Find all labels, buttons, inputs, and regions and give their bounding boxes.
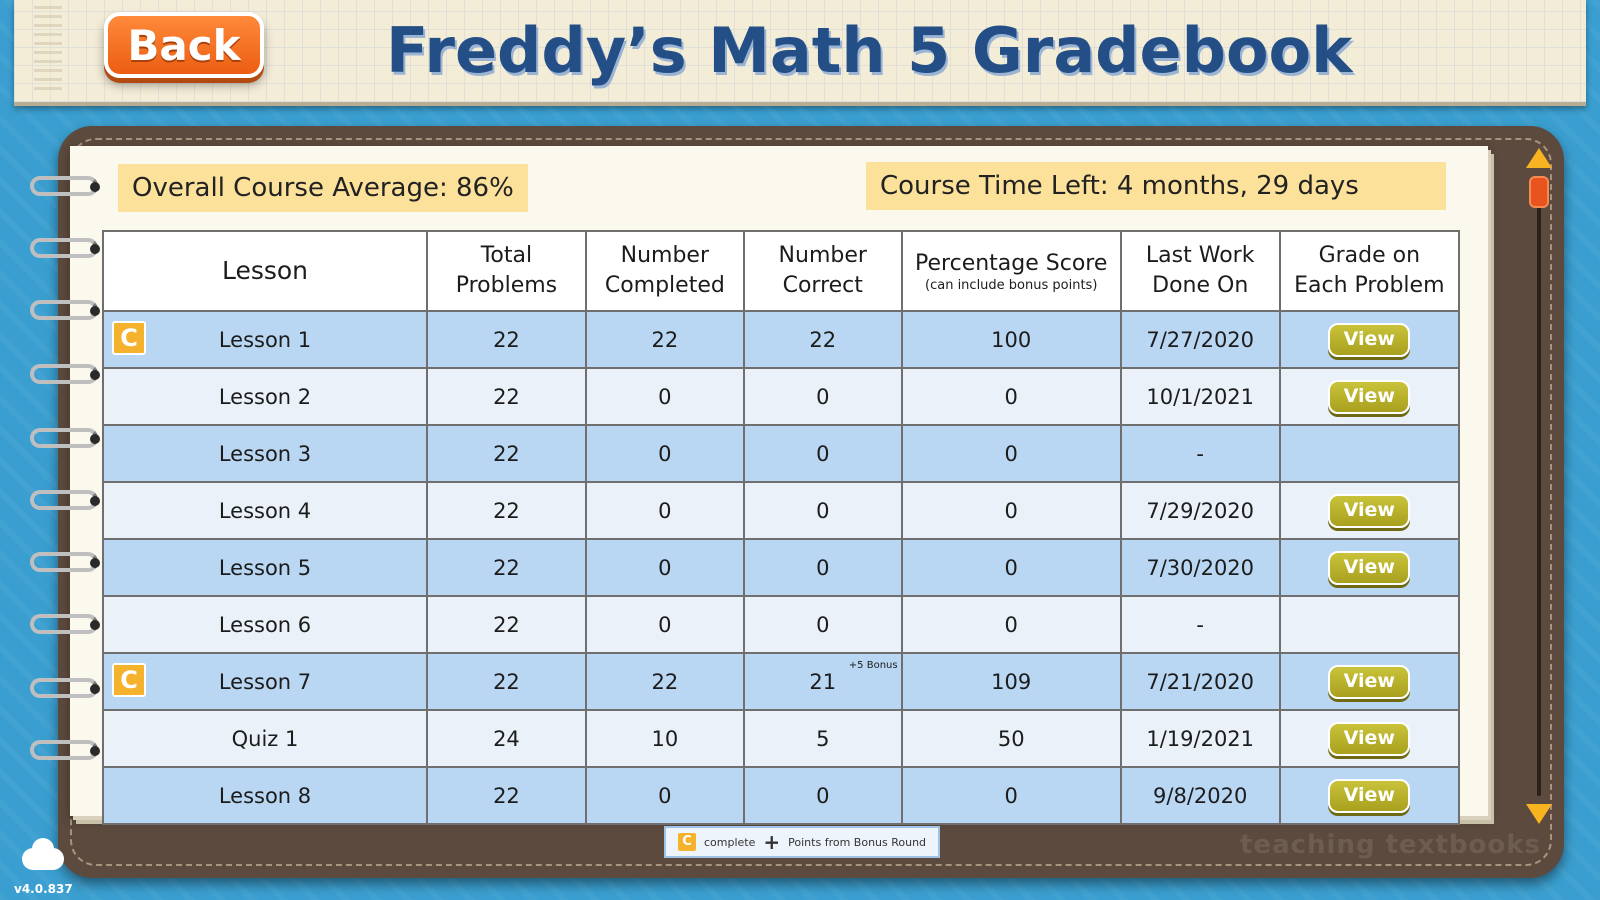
number-completed-value: 10 xyxy=(651,726,679,751)
cell-total-problems xyxy=(427,482,586,539)
spiral-ring xyxy=(30,364,98,384)
number-completed-value: 0 xyxy=(658,783,672,808)
last-work-date-value: 7/29/2020 xyxy=(1146,498,1255,523)
header-number-completed xyxy=(586,231,744,311)
cell-last-work-date xyxy=(1121,767,1280,824)
complete-badge-icon: C xyxy=(112,663,146,697)
number-completed-value: 0 xyxy=(658,612,672,637)
table-row xyxy=(103,596,1459,653)
cloud-icon xyxy=(22,848,64,870)
total-problems-value: 22 xyxy=(493,384,520,409)
bonus-note: +5 Bonus xyxy=(848,660,898,671)
table-row xyxy=(103,539,1459,596)
header-total-line2: Problems xyxy=(455,273,558,298)
page-title: Freddy’s Math 5 Gradebook xyxy=(386,14,1353,87)
cell-percentage-score xyxy=(902,653,1121,710)
cell-number-completed xyxy=(586,710,744,767)
cell-last-work-date xyxy=(1121,596,1280,653)
last-work-date-value: 9/8/2020 xyxy=(1153,783,1248,808)
header-grade-each-problem xyxy=(1280,231,1459,311)
lesson-name: Lesson 1 xyxy=(218,327,312,352)
cell-number-completed xyxy=(586,311,744,368)
cell-lesson xyxy=(103,767,427,824)
cell-last-work-date xyxy=(1121,311,1280,368)
legend xyxy=(664,826,940,858)
table-row xyxy=(103,482,1459,539)
table-header-row xyxy=(103,231,1459,311)
cell-number-completed xyxy=(586,482,744,539)
cell-percentage-score xyxy=(902,368,1121,425)
cell-percentage-score xyxy=(902,311,1121,368)
header-last-work xyxy=(1121,231,1280,311)
scroll-down-arrow-icon[interactable] xyxy=(1526,804,1552,824)
correct-value: 5 xyxy=(816,726,830,751)
cell-percentage-score xyxy=(902,482,1121,539)
number-completed-value: 0 xyxy=(658,441,672,466)
lesson-name: Lesson 8 xyxy=(218,783,312,808)
bonus-legend-label: Points from Bonus Round xyxy=(788,835,927,849)
cell-number-completed xyxy=(586,653,744,710)
course-time-left: Course Time Left: 4 months, 29 days xyxy=(866,162,1446,210)
view-button[interactable]: View xyxy=(1328,494,1410,528)
number-completed-value: 0 xyxy=(658,384,672,409)
header-grade-line2: Each Problem xyxy=(1294,273,1445,298)
number-completed-value: 22 xyxy=(651,669,679,694)
cell-number-correct xyxy=(744,425,902,482)
lesson-name: Lesson 6 xyxy=(218,612,312,637)
lesson-name: Lesson 3 xyxy=(218,441,312,466)
cell-total-problems xyxy=(427,710,586,767)
header-lesson: Lesson xyxy=(103,231,427,311)
cell-total-problems xyxy=(427,653,586,710)
correct-value: 21 xyxy=(809,669,837,694)
complete-legend-label: complete xyxy=(704,835,756,849)
percentage-score-value: 0 xyxy=(1004,441,1018,466)
spiral-ring xyxy=(30,176,98,196)
total-problems-value: 22 xyxy=(493,783,520,808)
table-row xyxy=(103,653,1459,710)
cell-lesson xyxy=(103,368,427,425)
last-work-date-value: 7/30/2020 xyxy=(1146,555,1255,580)
spiral-ring xyxy=(30,238,98,258)
number-completed-value: 0 xyxy=(658,498,672,523)
cell-grade-view xyxy=(1280,710,1459,767)
view-button[interactable]: View xyxy=(1328,665,1410,699)
cell-lesson xyxy=(103,710,427,767)
cell-total-problems xyxy=(427,767,586,824)
view-button[interactable]: View xyxy=(1328,779,1410,813)
last-work-date-value: 7/27/2020 xyxy=(1146,327,1255,352)
header-percentage-line1: Percentage Score xyxy=(915,251,1108,276)
table-row xyxy=(103,425,1459,482)
header-total-problems xyxy=(427,231,586,311)
complete-legend-icon: C xyxy=(678,833,696,851)
cell-lesson xyxy=(103,425,427,482)
cell-percentage-score xyxy=(902,539,1121,596)
view-button[interactable]: View xyxy=(1328,551,1410,585)
percentage-score-value: 0 xyxy=(1004,783,1018,808)
number-completed-value: 0 xyxy=(658,555,672,580)
spiral-ring xyxy=(30,428,98,448)
complete-badge-icon: C xyxy=(112,321,146,355)
table-row xyxy=(103,311,1459,368)
table-row xyxy=(103,710,1459,767)
lesson-name: Lesson 2 xyxy=(218,384,312,409)
view-button[interactable]: View xyxy=(1328,380,1410,414)
cell-number-correct xyxy=(744,710,902,767)
cell-number-correct xyxy=(744,596,902,653)
total-problems-value: 22 xyxy=(493,669,520,694)
gradebook-table xyxy=(102,230,1460,825)
version-label: v4.0.837 xyxy=(14,882,73,896)
cell-number-completed xyxy=(586,368,744,425)
cell-number-completed xyxy=(586,425,744,482)
cell-number-completed xyxy=(586,539,744,596)
cell-last-work-date xyxy=(1121,425,1280,482)
spiral-ring xyxy=(30,552,98,572)
spiral-ring xyxy=(30,300,98,320)
cell-grade-view xyxy=(1280,596,1459,653)
cell-grade-view xyxy=(1280,311,1459,368)
cell-total-problems xyxy=(427,539,586,596)
brand-logo: teaching textbooks xyxy=(1240,830,1541,860)
cell-last-work-date xyxy=(1121,539,1280,596)
course-average: Overall Course Average: 86% xyxy=(118,164,528,212)
last-work-date-value: 7/21/2020 xyxy=(1146,669,1255,694)
number-completed-value: 22 xyxy=(651,327,679,352)
cell-grade-view xyxy=(1280,653,1459,710)
last-work-date-value: 1/19/2021 xyxy=(1146,726,1255,751)
header-lastwork-line1: Last Work xyxy=(1145,243,1255,268)
correct-value: 0 xyxy=(816,498,830,523)
cell-number-completed xyxy=(586,596,744,653)
cell-grade-view xyxy=(1280,482,1459,539)
correct-value: 22 xyxy=(809,327,837,352)
cell-last-work-date xyxy=(1121,653,1280,710)
cell-grade-view xyxy=(1280,539,1459,596)
cell-percentage-score xyxy=(902,596,1121,653)
total-problems-value: 22 xyxy=(493,498,520,523)
percentage-score-value: 0 xyxy=(1004,612,1018,637)
percentage-score-value: 100 xyxy=(991,327,1032,352)
cell-number-correct xyxy=(744,311,902,368)
percentage-score-value: 109 xyxy=(991,669,1032,694)
scroll-up-arrow-icon[interactable] xyxy=(1526,148,1552,168)
lesson-name: Lesson 4 xyxy=(218,498,312,523)
spiral-ring xyxy=(30,740,98,760)
header-correct-line1: Number xyxy=(778,243,867,268)
cell-number-correct xyxy=(744,368,902,425)
header-percentage-note: (can include bonus points) xyxy=(925,278,1098,293)
lesson-name: Lesson 7 xyxy=(218,669,312,694)
cell-lesson xyxy=(103,653,427,710)
cell-last-work-date xyxy=(1121,482,1280,539)
scrollbar[interactable] xyxy=(1526,148,1552,824)
total-problems-value: 22 xyxy=(493,441,520,466)
cell-grade-view xyxy=(1280,368,1459,425)
table-row xyxy=(103,368,1459,425)
cell-percentage-score xyxy=(902,425,1121,482)
header-correct-line2: Correct xyxy=(782,273,863,298)
view-button[interactable]: View xyxy=(1328,722,1410,756)
cell-lesson xyxy=(103,311,427,368)
header-completed-line2: Completed xyxy=(604,273,725,298)
header-number-correct xyxy=(744,231,902,311)
notepad-edge xyxy=(34,0,62,90)
cell-grade-view xyxy=(1280,425,1459,482)
cell-number-correct xyxy=(744,767,902,824)
correct-value: 0 xyxy=(816,612,830,637)
correct-value: 0 xyxy=(816,441,830,466)
back-button[interactable]: Back xyxy=(104,12,264,78)
header-completed-line1: Number xyxy=(620,243,710,268)
total-problems-value: 22 xyxy=(493,555,520,580)
header-total-line1: Total xyxy=(480,243,533,268)
scroll-thumb[interactable] xyxy=(1529,176,1549,208)
cell-lesson xyxy=(103,539,427,596)
cell-number-completed xyxy=(586,767,744,824)
cell-last-work-date xyxy=(1121,368,1280,425)
cell-percentage-score xyxy=(902,710,1121,767)
cell-number-correct xyxy=(744,482,902,539)
header-lastwork-line2: Done On xyxy=(1152,273,1249,298)
cell-number-correct xyxy=(744,539,902,596)
spiral-ring xyxy=(30,678,98,698)
correct-value: 0 xyxy=(816,384,830,409)
cell-number-correct xyxy=(744,653,902,710)
gradebook-body xyxy=(103,311,1459,824)
table-row xyxy=(103,767,1459,824)
percentage-score-value: 50 xyxy=(997,726,1025,751)
cell-total-problems xyxy=(427,311,586,368)
correct-value: 0 xyxy=(816,555,830,580)
view-button[interactable]: View xyxy=(1328,323,1410,357)
header-grade-line1: Grade on xyxy=(1318,243,1421,268)
total-problems-value: 22 xyxy=(493,327,520,352)
percentage-score-value: 0 xyxy=(1004,555,1018,580)
last-work-date-value: - xyxy=(1196,612,1204,637)
header-percentage-score xyxy=(902,231,1121,311)
lesson-name: Quiz 1 xyxy=(231,726,299,751)
cell-total-problems xyxy=(427,368,586,425)
spiral-ring xyxy=(30,614,98,634)
cell-last-work-date xyxy=(1121,710,1280,767)
total-problems-value: 22 xyxy=(493,612,520,637)
spiral-ring xyxy=(30,490,98,510)
correct-value: 0 xyxy=(816,783,830,808)
total-problems-value: 24 xyxy=(493,726,520,751)
cell-lesson xyxy=(103,596,427,653)
last-work-date-value: 10/1/2021 xyxy=(1146,384,1255,409)
lesson-name: Lesson 5 xyxy=(218,555,312,580)
cell-grade-view xyxy=(1280,767,1459,824)
percentage-score-value: 0 xyxy=(1004,384,1018,409)
percentage-score-value: 0 xyxy=(1004,498,1018,523)
scroll-track-line xyxy=(1537,176,1541,796)
cell-total-problems xyxy=(427,596,586,653)
last-work-date-value: - xyxy=(1196,441,1204,466)
cell-percentage-score xyxy=(902,767,1121,824)
bonus-legend-icon: + xyxy=(763,830,781,854)
cell-total-problems xyxy=(427,425,586,482)
cell-lesson xyxy=(103,482,427,539)
